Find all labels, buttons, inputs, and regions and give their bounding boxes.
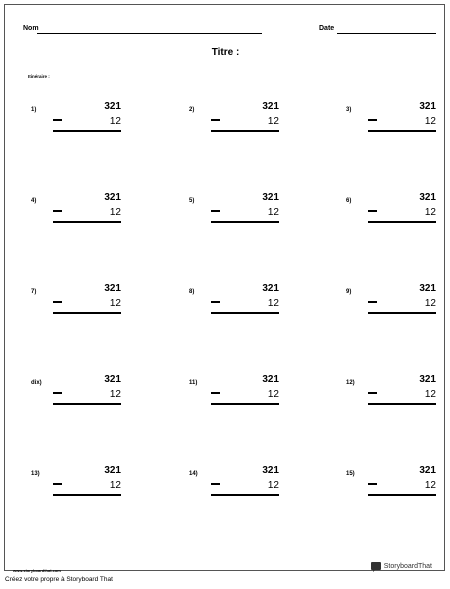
subtrahend: 12 [424,298,436,309]
name-line [37,33,262,34]
subtrahend: 12 [267,116,279,127]
answer-line [211,494,279,496]
logo-text: StoryboardThat [383,562,432,570]
subtrahend: 12 [267,298,279,309]
problem-number: 14) [189,471,198,477]
answer-line [368,221,436,223]
problem-number: 5) [189,198,195,204]
subtraction-problem [31,192,121,234]
subtraction-problem [31,283,121,325]
answer-line [211,403,279,405]
minuend: 321 [262,192,279,203]
answer-line [53,130,121,132]
answer-line [53,312,121,314]
subtrahend: 12 [424,116,436,127]
answer-line [368,403,436,405]
subtraction-problem [31,465,121,507]
minus-sign-icon [53,483,62,485]
minus-sign-icon [53,301,62,303]
minuend: 321 [262,465,279,476]
answer-line [53,494,121,496]
problem-number: 8) [189,289,195,295]
minuend: 321 [104,465,121,476]
subtrahend: 12 [424,207,436,218]
minus-sign-icon [211,210,220,212]
speech-bubble-icon [371,562,381,570]
minuend: 321 [419,283,436,294]
subtraction-problem [31,101,121,143]
answer-line [368,494,436,496]
subtrahend: 12 [109,480,121,491]
minus-sign-icon [211,483,220,485]
minus-sign-icon [53,119,62,121]
subtraction-problem [346,465,436,507]
minuend: 321 [104,192,121,203]
answer-line [368,312,436,314]
minuend: 321 [262,283,279,294]
minus-sign-icon [211,119,220,121]
minuend: 321 [104,101,121,112]
subtrahend: 12 [109,207,121,218]
subtrahend: 12 [267,389,279,400]
minus-sign-icon [211,301,220,303]
problem-number: 7) [31,289,37,295]
name-label: Nom [23,25,39,32]
minuend: 321 [262,374,279,385]
answer-line [368,130,436,132]
problem-number: 4) [31,198,37,204]
subtraction-problem [346,283,436,325]
problem-number: 13) [31,471,40,477]
problem-number: 1) [31,107,37,113]
subtrahend: 12 [109,389,121,400]
subtrahend: 12 [424,480,436,491]
subtraction-problem [189,192,279,234]
subtrahend: 12 [109,298,121,309]
minus-sign-icon [53,392,62,394]
problem-number: 9) [346,289,352,295]
problem-number: dix) [31,380,42,386]
answer-line [53,403,121,405]
minus-sign-icon [368,210,377,212]
minus-sign-icon [368,119,377,121]
minuend: 321 [419,101,436,112]
minus-sign-icon [211,392,220,394]
date-line [337,33,436,34]
subtraction-problem [189,101,279,143]
problem-number: 11) [189,380,198,386]
subtraction-problem [31,374,121,416]
subtrahend: 12 [424,389,436,400]
subtraction-problem [346,101,436,143]
problem-number: 6) [346,198,352,204]
minuend: 321 [419,465,436,476]
minus-sign-icon [368,301,377,303]
answer-line [53,221,121,223]
caption: Créez votre propre à Storyboard That [5,576,113,583]
problem-number: 2) [189,107,195,113]
subtraction-problem [189,374,279,416]
problem-number: 15) [346,471,355,477]
answer-line [211,312,279,314]
subtrahend: 12 [267,480,279,491]
answer-line [211,221,279,223]
storyboardthat-logo [371,562,432,570]
date-label: Date [319,25,335,32]
minuend: 321 [419,374,436,385]
minuend: 321 [104,374,121,385]
problem-number: 12) [346,380,355,386]
footer-url: www.storyboardthat.com [13,568,61,573]
instructions-label: Itinéraire : [28,74,50,79]
subtraction-problem [346,192,436,234]
minus-sign-icon [368,483,377,485]
minus-sign-icon [53,210,62,212]
subtrahend: 12 [267,207,279,218]
worksheet-title: Titre : [211,47,240,58]
answer-line [211,130,279,132]
minuend: 321 [262,101,279,112]
worksheet [4,4,445,571]
minuend: 321 [104,283,121,294]
subtraction-problem [189,465,279,507]
subtraction-problem [189,283,279,325]
minus-sign-icon [368,392,377,394]
problem-number: 3) [346,107,352,113]
minuend: 321 [419,192,436,203]
subtrahend: 12 [109,116,121,127]
subtraction-problem [346,374,436,416]
